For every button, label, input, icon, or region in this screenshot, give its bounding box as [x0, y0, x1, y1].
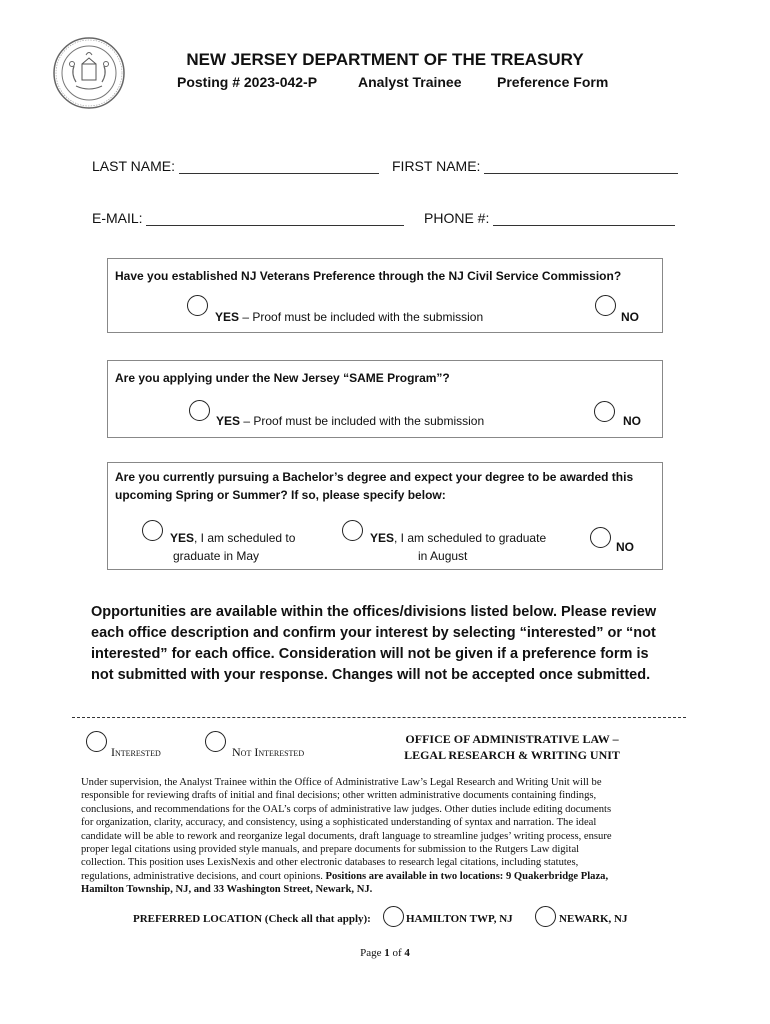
- graduate-may-option: [170, 531, 295, 545]
- bachelor-question-line1: Are you currently pursuing a Bachelor’s degree and expect your degree to be awarded this: [115, 470, 634, 484]
- veterans-question: Have you established NJ Veterans Preference through the NJ Civil Service Commission?: [115, 269, 622, 283]
- newark-checkbox[interactable]: [535, 906, 556, 927]
- office-name-line1: OFFICE OF ADMINISTRATIVE LAW –: [405, 732, 619, 746]
- notice-line: interested” for each office. Consideration will not be given if a preference form is: [91, 646, 649, 662]
- phone-label: PHONE #:: [424, 210, 490, 226]
- newark-label: NEWARK, NJ: [559, 913, 628, 925]
- notice-line: not submitted with your response. Changes will not be accepted once submitted.: [91, 667, 651, 683]
- description-line: proper legal citations using provided style manuals, and prepare documents for submission to the Rutgers Law digital: [81, 844, 580, 856]
- notice-paragraph: [91, 602, 691, 686]
- email-field[interactable]: [146, 211, 404, 226]
- veterans-no-radio[interactable]: [595, 295, 616, 316]
- locations-text: Positions are available in two locations: 9 Quakerbridge Plaza,: [325, 870, 609, 882]
- document-title: NEW JERSEY DEPARTMENT OF THE TREASURY: [186, 50, 584, 69]
- graduate-may-line2: graduate in May: [173, 549, 260, 563]
- phone-field[interactable]: [493, 211, 675, 226]
- page-prefix: Page: [360, 947, 385, 959]
- same-question: Are you applying under the New Jersey “SAME Program”?: [115, 371, 450, 385]
- description-line-final: [81, 883, 682, 896]
- first-name-row: [392, 158, 678, 174]
- last-name-field[interactable]: [179, 159, 379, 174]
- form-name: Preference Form: [497, 74, 609, 90]
- page-mid: of: [389, 947, 405, 959]
- veterans-yes-option: [215, 310, 483, 324]
- office-not-interested-radio[interactable]: [205, 731, 226, 752]
- interested-label: Interested: [111, 745, 161, 759]
- posting-number: Posting # 2023-042-P: [177, 74, 318, 90]
- description-line: Under supervision, the Analyst Trainee within the Office of Administrative Law’s Legal Research and Writing Unit will be: [81, 777, 602, 788]
- graduate-august-yes: YES: [370, 531, 395, 545]
- veterans-yes-note: – Proof must be included with the submission: [239, 310, 484, 324]
- description-line: collection. This position uses LexisNexis and other electronic databases to research legal citations, including statutes,: [81, 857, 579, 869]
- same-no-label: NO: [623, 414, 641, 428]
- description-text: regulations, administrative decisions, and court opinions.: [81, 870, 326, 882]
- notice-line: each office description and confirm your interest by selecting “interested” or “not: [91, 625, 656, 641]
- last-name-label: LAST NAME:: [92, 158, 175, 174]
- same-yes-note: – Proof must be included with the submission: [240, 414, 485, 428]
- office-name-line2: LEGAL RESEARCH & WRITING UNIT: [404, 748, 620, 762]
- first-name-field[interactable]: [484, 159, 678, 174]
- office-name: [382, 731, 642, 763]
- veterans-no-label: NO: [621, 310, 639, 324]
- veterans-yes-label: YES: [215, 310, 240, 324]
- not-interested-label: Not Interested: [232, 745, 305, 759]
- graduate-may-radio[interactable]: [142, 520, 163, 541]
- graduate-august-line2: in August: [418, 549, 468, 563]
- graduate-august-text: , I am scheduled to graduate: [394, 531, 547, 545]
- preferred-location-label: PREFERRED LOCATION (Check all that apply):: [133, 913, 371, 925]
- office-interested-radio[interactable]: [86, 731, 107, 752]
- page-total: 4: [404, 947, 410, 959]
- notice-line: Opportunities are available within the offices/divisions listed below. Please review: [91, 604, 657, 620]
- bachelor-no-radio[interactable]: [590, 527, 611, 548]
- description-line: responsible for reviewing drafts of initial and final decisions; other written administrative documents containing findings,: [81, 790, 597, 802]
- description-line: conclusions, and recommendations for the OAL’s corps of administrative law judges. Other duties include editing documents: [81, 803, 612, 815]
- office-description: [81, 776, 682, 897]
- description-line: for organization, clarity, accuracy, and consistency, using a sophisticated understanding of syntax and narration. The ideal: [81, 817, 597, 829]
- graduate-may-text: , I am scheduled to: [194, 531, 296, 545]
- same-yes-option: [216, 414, 484, 428]
- hamilton-label: HAMILTON TWP, NJ: [406, 913, 513, 925]
- phone-row: [424, 210, 675, 226]
- locations-text-final: Hamilton Township, NJ, and 33 Washington Street, Newark, NJ.: [81, 884, 373, 896]
- bachelor-question-line2: upcoming Spring or Summer? If so, please specify below:: [115, 488, 446, 502]
- state-seal-logo: [52, 36, 126, 110]
- position-title: Analyst Trainee: [358, 74, 462, 90]
- bachelor-no-label: NO: [616, 540, 634, 554]
- graduate-may-yes: YES: [170, 531, 195, 545]
- veterans-yes-radio[interactable]: [187, 295, 208, 316]
- hamilton-checkbox[interactable]: [383, 906, 404, 927]
- same-no-radio[interactable]: [594, 401, 615, 422]
- same-yes-radio[interactable]: [189, 400, 210, 421]
- first-name-label: FIRST NAME:: [392, 158, 481, 174]
- page-current: 1: [384, 947, 390, 959]
- email-label: E-MAIL:: [92, 210, 143, 226]
- section-divider: [72, 717, 686, 718]
- graduate-august-option: [370, 531, 546, 545]
- last-name-row: [92, 158, 379, 174]
- email-row: [92, 210, 404, 226]
- description-line: candidate will be able to rework and reorganize legal documents, draft language to streamline judges’ writing process, ensure: [81, 830, 612, 842]
- same-yes-label: YES: [216, 414, 241, 428]
- page-number: [0, 947, 770, 959]
- description-line-locations: [81, 870, 682, 883]
- graduate-august-radio[interactable]: [342, 520, 363, 541]
